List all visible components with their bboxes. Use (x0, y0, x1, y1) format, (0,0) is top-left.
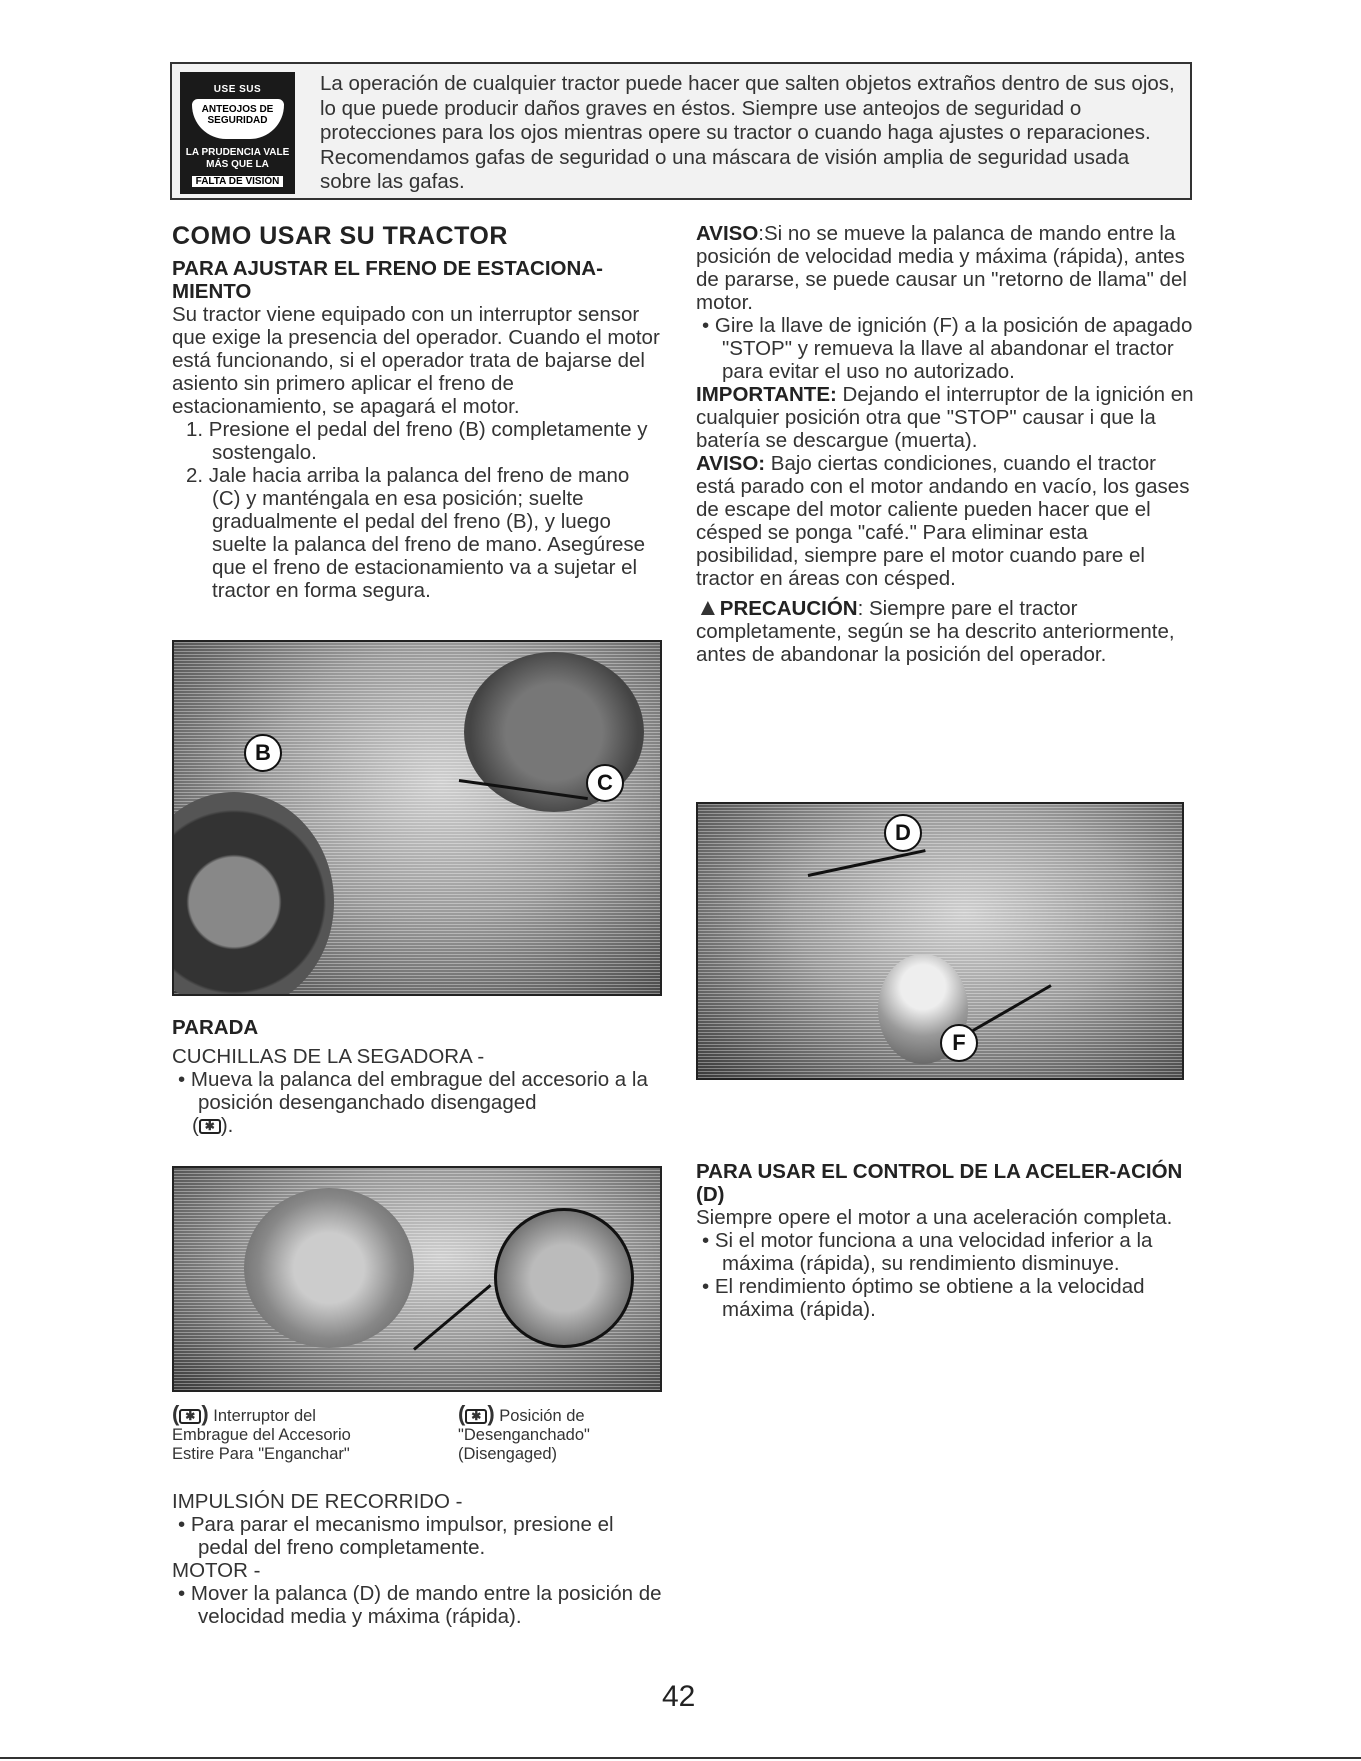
throttle-bullet-1: • Si el motor funciona a una velocidad inferior a la máxima (rápida), su rendimiento disminuye. (702, 1229, 1153, 1275)
precaucion-note: ▲PRECAUCIÓN: Siempre pare el tractor completamente, según se ha descrito anteriormente, antes de abandonar la posición del operador. (696, 594, 1175, 666)
pto-engaged-icon: ✱ (179, 1409, 201, 1424)
icon-bottom-text: FALTA DE VISIÓN (192, 176, 284, 187)
parking-brake-photo (172, 640, 662, 996)
goggle-shape-text: ANTEOJOS DE SEGURIDAD (192, 99, 284, 139)
pto-caption-left: ( ✱ ) Interruptor del Embrague del Accesorio Estire Para "Enganchar" (172, 1401, 351, 1463)
pto-caption-right: ( ✱ ) Posición de "Desenganchado" (Disengaged) (458, 1401, 590, 1463)
parking-brake-intro: Su tractor viene equipado con un interruptor sensor que exige la presencia del operador. Cuando el motor está funcionando, si el operador trata de bajarse del asiento sin primero aplicar el freno de estacionamiento, se apagará el motor. (172, 303, 660, 418)
page-number: 42 (662, 1680, 696, 1713)
callout-d: D (884, 814, 922, 852)
cuchillas-bullet: • Mueva la palanca del embrague del accesorio a la posición desenganchado disengaged (178, 1068, 648, 1114)
right-column (696, 222, 1196, 666)
callout-b: B (244, 734, 282, 772)
impulsion-heading: IMPULSIÓN DE RECORRIDO - (172, 1490, 463, 1513)
pto-disengaged-icon: ✱ (199, 1119, 221, 1134)
warning-triangle-icon: ▲ (696, 594, 720, 621)
callout-c: C (586, 764, 624, 802)
brake-step-2: 2. Jale hacia arriba la palanca del freno de mano (C) y manténgala en esa posición; suelte gradualmente el pedal del freno (B), y luego suelte la palanca del freno de mano. Asegúrese que el freno de estacionamiento va a sujetar el tractor en forma segura. (186, 464, 646, 602)
footer-rule (0, 1757, 1361, 1759)
inset-circle (494, 1208, 634, 1348)
safety-warning-banner (170, 62, 1192, 200)
motor-heading: MOTOR - (172, 1559, 261, 1582)
throttle-heading: PARA USAR EL CONTROL DE LA ACELER-ACIÓN (D) (696, 1160, 1183, 1206)
section-title: COMO USAR SU TRACTOR (172, 222, 508, 250)
parada-section (172, 1016, 662, 1137)
ignition-bullet: • Gire la llave de ignición (F) a la posición de apagado "STOP" y remueva la llave al abandonar el tractor para evitar el uso no autorizado. (702, 314, 1193, 383)
cuchillas-heading: CUCHILLAS DE LA SEGADORA - (172, 1045, 485, 1068)
tire-shape (172, 792, 334, 996)
safety-goggles-icon (180, 72, 295, 194)
banner-warning-text: La operación de cualquier tractor puede hacer que salten objetos extraños dentro de sus ojos, lo que puede producir daños graves en éstos. Siempre use anteojos de seguridad o protecciones para los ojos mientras opere su tractor o cuando haga ajustes o reparaciones. Recomendamos gafas de seguridad o una máscara de visión amplia de seguridad usada sobre las gafas. (320, 72, 1175, 193)
throttle-bullet-2: • El rendimiento óptimo se obtiene a la velocidad máxima (rápida). (702, 1275, 1145, 1321)
throttle-section (696, 1160, 1196, 1321)
aviso-grass: AVISO: Bajo ciertas condiciones, cuando el tractor está parado con el motor andando en vacío, los gases de escape del motor caliente pueden hacer que el césped se ponga "café." Para eliminar esta posibilidad, siempre pare el motor cuando pare el tractor en áreas con césped. (696, 452, 1190, 590)
callout-f: F (940, 1024, 978, 1062)
motor-bullet: • Mover la palanca (D) de mando entre la posición de velocidad media y máxima (rápida). (178, 1582, 662, 1628)
throttle-ignition-photo (696, 802, 1184, 1080)
icon-top-text: USE SUS (213, 84, 262, 95)
left-column (172, 222, 662, 602)
parada-heading: PARADA (172, 1016, 259, 1039)
impulsion-bullet: • Para parar el mecanismo impulsor, presione el pedal del freno completamente. (178, 1513, 614, 1559)
icon-mid-text: LA PRUDENCIA VALE MÁS QUE LA (185, 147, 290, 170)
pto-icon-inline: ( ✱ ). (192, 1114, 234, 1137)
pto-disengaged-icon-2: ✱ (465, 1409, 487, 1424)
importante-note: IMPORTANTE: Dejando el interruptor de la ignición en cualquier posición otra que "STOP" causar i que la batería se descargue (muerta). (696, 383, 1194, 452)
throttle-intro: Siempre opere el motor a una aceleración completa. (696, 1206, 1173, 1229)
knob-shape (244, 1188, 414, 1348)
drive-motor-section (172, 1490, 662, 1628)
parking-brake-heading: PARA AJUSTAR EL FRENO DE ESTACIONA-MIENTO (172, 257, 603, 303)
brake-step-1: 1. Presione el pedal del freno (B) completamente y sostengalo. (186, 418, 648, 464)
aviso-backfire: AVISO:Si no se mueve la palanca de mando entre la posición de velocidad media y máxima (rápida), antes de pararse, se puede causar un "retorno de llama" del motor. (696, 222, 1187, 314)
pto-switch-photo (172, 1166, 662, 1392)
